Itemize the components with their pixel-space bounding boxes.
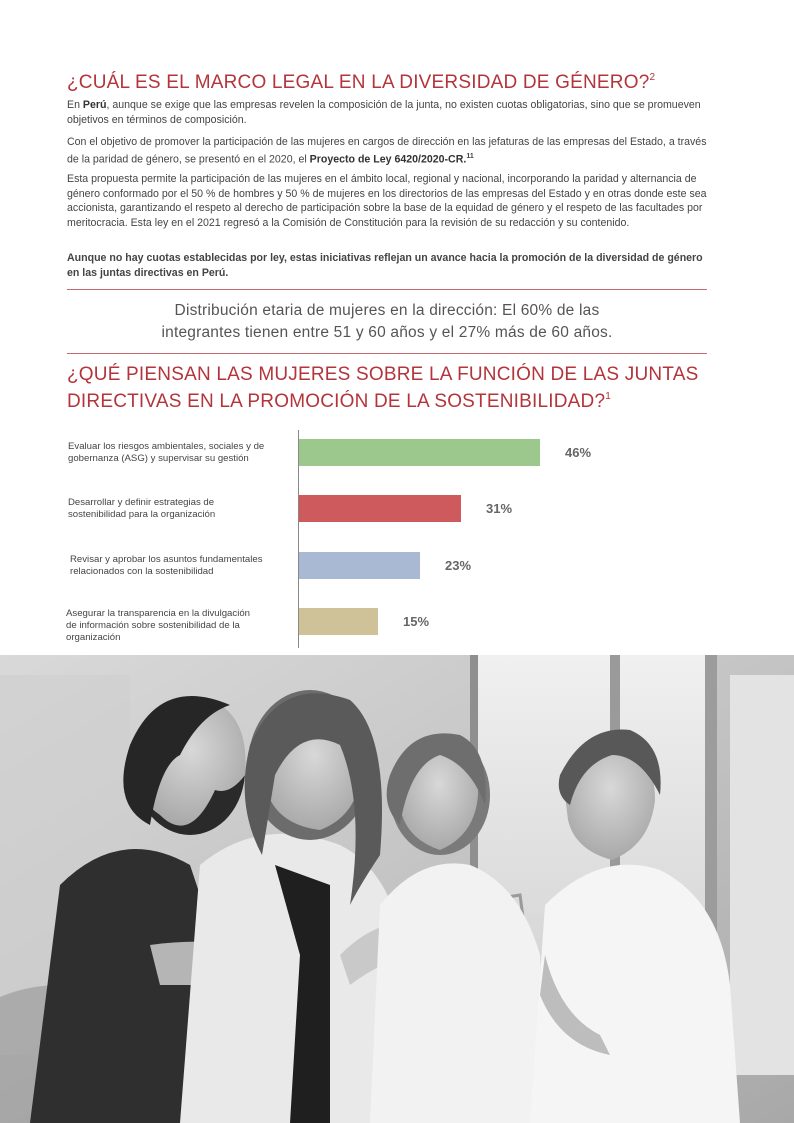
callout-line-1: Distribución etaria de mujeres en la dirección: El 60% de las bbox=[174, 302, 600, 319]
divider-top bbox=[67, 289, 707, 290]
bar-category-label bbox=[66, 608, 286, 644]
bar-value-label: 46% bbox=[565, 445, 592, 460]
divider-bottom bbox=[67, 353, 707, 354]
bar bbox=[299, 495, 461, 522]
age-distribution-callout bbox=[67, 300, 707, 344]
bar-value-label: 15% bbox=[403, 614, 430, 629]
bar-category-label-line: gobernanza (ASG) y supervisar su gestión bbox=[68, 452, 249, 464]
bar-category-label bbox=[68, 497, 288, 521]
bar-category-label-line: sostenibilidad para la organización bbox=[68, 508, 216, 520]
bar-category-label bbox=[68, 441, 288, 465]
section2-title: ¿QUÉ PIENSAN LAS MUJERES SOBRE LA FUNCIÓN DE LAS JUNTAS DIRECTIVAS EN LA PROMOCIÓN DE LA SOSTENIBILIDAD?$^1$ bbox=[67, 364, 699, 412]
bar-category-label-line: Asegurar la transparencia en la divulgación bbox=[66, 607, 250, 619]
sustainability-bar-chart bbox=[60, 428, 760, 650]
bar-value-label: 23% bbox=[445, 558, 472, 573]
section1-paragraph-4: Aunque no hay cuotas establecidas por ley, estas iniciativas reflejan un avance hacia la promoción de la diversidad de género en las juntas directivas en Perú. bbox=[67, 252, 703, 279]
bar-category-label-line: relacionados con la sostenibilidad bbox=[70, 565, 214, 577]
callout-line-2: integrantes tienen entre 51 y 60 años y el 27% más de 60 años. bbox=[161, 324, 613, 341]
bar-category-label-line: Evaluar los riesgos ambientales, sociales y de bbox=[68, 440, 265, 452]
bar-category-label bbox=[70, 554, 290, 578]
section1-paragraph-1: En Perú, aunque se exige que las empresas revelen la composición de la junta, no existen cuotas obligatorias, sino que se promueven objetivos en términos de composición. bbox=[67, 99, 701, 126]
bar-category-label-line: Desarrollar y definir estrategias de bbox=[68, 496, 215, 508]
section1-paragraph-2: Con el objetivo de promover la participación de las mujeres en cargos de dirección en las jefaturas de las empresas del Estado, a través de la paridad de género, se presentó en el 2020, el Proyecto de Ley 6420/2020-CR.$^{11}$ bbox=[67, 136, 707, 166]
section1-paragraph-3: Esta propuesta permite la participación de las mujeres en el ámbito local, regional y nacional, incorporando la paridad y alternancia de género conformado por el 50 % de hombres y 50 % de mujeres en los directorios de las empresas del Estado y en otras donde este sea accionista, garantizando el respeto al derecho de participación sobre la base de la equidad de género y el respeto de las facultades por meritocracia. Esta ley en el 2021 regresó a la Comisión de Constitución para la revisión de su redacción y su contenido. bbox=[67, 173, 707, 229]
bar bbox=[299, 439, 540, 466]
bar-value-label: 31% bbox=[486, 501, 513, 516]
women-team-photo bbox=[0, 655, 794, 1123]
bar bbox=[299, 608, 378, 635]
bar bbox=[299, 552, 420, 579]
bar-category-label-line: de información sobre sostenibilidad de la bbox=[66, 619, 240, 631]
section1-title: ¿CUÁL ES EL MARCO LEGAL EN LA DIVERSIDAD DE GÉNERO?$^2$ bbox=[67, 72, 656, 93]
bar-category-label-line: Revisar y aprobar los asuntos fundamentales bbox=[70, 553, 263, 565]
women-team-photo-illustration bbox=[0, 655, 794, 1123]
bar-category-label-line: organización bbox=[66, 631, 121, 643]
